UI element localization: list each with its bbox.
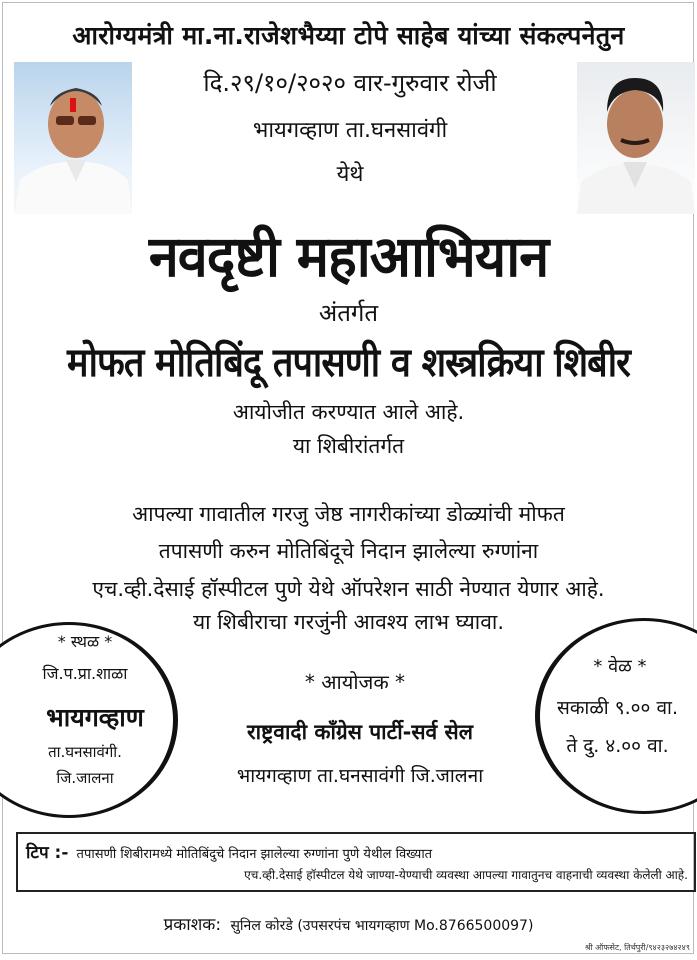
- organizer-address: भायगव्हाण ता.घनसावंगी जि.जालना: [236, 765, 484, 787]
- date-line: दि.२९/१०/२०२० वार-गुरुवार रोजी: [203, 69, 497, 97]
- body-line: आयोजीत करण्यात आले आहे.: [232, 400, 465, 424]
- venue-heading: * स्थळ *: [57, 632, 113, 651]
- venue-taluka: ता.घनसावंगी.: [48, 743, 122, 761]
- portrait-photo-icon: [14, 62, 132, 214]
- time-start: सकाळी ९.०० वा.: [556, 697, 678, 719]
- left-portrait-photo: [14, 62, 132, 214]
- note-line-1: [26, 840, 432, 863]
- body-line: या शिबीरांतर्गत: [292, 434, 405, 458]
- place-line: भायगव्हाण ता.घनसावंगी: [252, 118, 448, 143]
- right-portrait-photo: [577, 62, 695, 214]
- body-line: या शिबीराचा गरजुंनी आवश्य लाभ घ्यावा.: [192, 610, 505, 634]
- note-box: [16, 832, 696, 892]
- organizer-heading: * आयोजक *: [304, 670, 406, 694]
- note-text-1: तपासणी शिबीरामध्ये मोतिबिंदुचे निदान झालेल्या रुग्णांना पुणे येथील विख्यात: [76, 847, 433, 862]
- publisher-line: [0, 912, 697, 935]
- main-title: नवदृष्टी महाआभियान: [148, 222, 549, 290]
- note-label: टिप :-: [26, 843, 69, 863]
- print-stamp: श्री ऑफसेट, तिर्थपुरी/९४२३२७४२४९: [584, 943, 690, 952]
- body-line: आपल्या गावातील गरजु जेष्ठ नागरीकांच्या डोळ्यांची मोफत: [132, 502, 565, 526]
- organizer-name: राष्ट्रवादी कॉंग्रेस पार्टी-सर्व सेल: [247, 720, 473, 744]
- publisher-name: सुनिल कोरडे (उपसरपंच भायगव्हाण Mo.8766500097): [230, 918, 534, 934]
- time-heading: * वेळ *: [593, 656, 647, 677]
- portrait-photo-icon: [577, 62, 695, 214]
- publisher-label: प्रकाशक:: [163, 915, 222, 935]
- sub-title: मोफत मोतिबिंदू तपासणी व शस्त्रक्रिया शिबीर: [67, 340, 630, 386]
- venue-school: जि.प.प्रा.शाळा: [42, 664, 128, 683]
- body-line: तपासणी करुन मोतिबिंदूचे निदान झालेल्या रुग्णांना: [158, 539, 539, 563]
- venue-district: जि.जालना: [56, 769, 114, 787]
- antargat-label: अंतर्गत: [318, 299, 379, 327]
- time-end: ते दु. ४.०० वा.: [566, 735, 669, 757]
- note-line-2: एच.व्ही.देसाई हॉस्पीटल येथे जाण्या-येण्याची व्यवस्था आपल्या गावातुनच वाहनाची व्यवस्था केलेली आहे.: [244, 868, 688, 882]
- top-line: आरोग्यमंत्री मा.ना.राजेशभैय्या टोपे साहेब यांच्या संकल्पनेतुन: [72, 21, 625, 50]
- body-line: एच.व्ही.देसाई हॉस्पीटल पुणे येथे ऑपरेशन साठी नेण्यात येणार आहे.: [92, 577, 605, 601]
- venue-village: भायगव्हाण: [46, 703, 144, 732]
- yethe-line: येथे: [336, 162, 364, 187]
